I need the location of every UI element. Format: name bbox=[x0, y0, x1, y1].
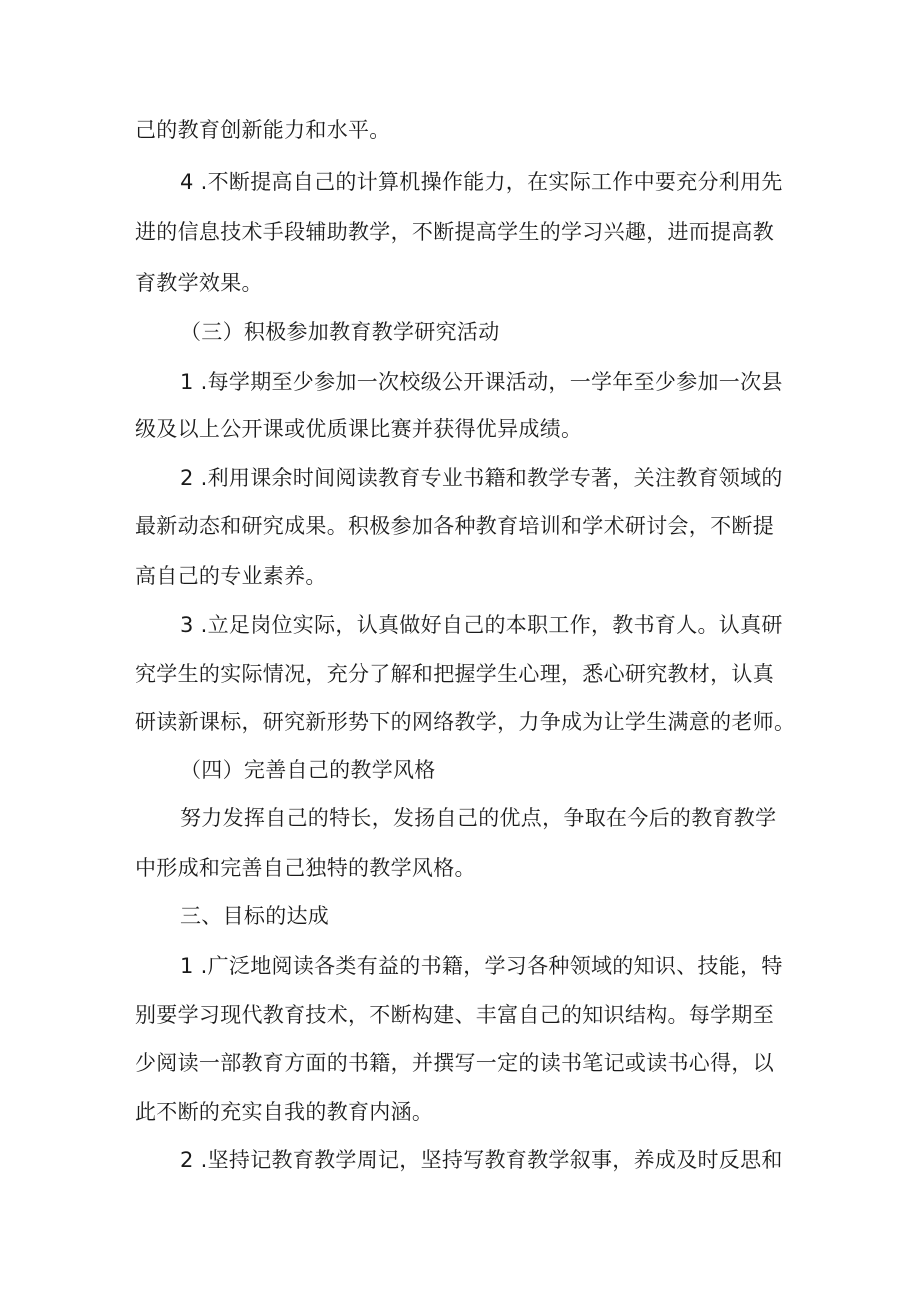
section-heading: 三、目标的达成 bbox=[180, 904, 330, 928]
text-line: 育教学效果。 bbox=[135, 271, 263, 295]
list-item-text: 2 .利用课余时间阅读教育专业书籍和教学专著，关注教育领域的 bbox=[180, 466, 783, 490]
list-item-text: 1 .每学期至少参加一次校级公开课活动，一学年至少参加一次县 bbox=[180, 370, 783, 394]
text-line: 中形成和完善自己独特的教学风格。 bbox=[135, 856, 476, 880]
list-item-text: 4 .不断提高自己的计算机操作能力，在实际工作中要充分利用先 bbox=[180, 170, 783, 194]
text-line: 己的教育创新能力和水平。 bbox=[135, 118, 391, 142]
text-line: 进的信息技术手段辅助教学，不断提高学生的学习兴趣，进而提高教 bbox=[135, 220, 774, 244]
section-heading: （四）完善自己的教学风格 bbox=[180, 758, 436, 782]
text-line: 高自己的专业素养。 bbox=[135, 564, 327, 588]
text-line: 别要学习现代教育技术，不断构建、丰富自己的知识结构。每学期至 bbox=[135, 1003, 774, 1027]
list-item-text: 3 .立足岗位实际，认真做好自己的本职工作，教书育人。认真研 bbox=[180, 613, 783, 637]
text-line: 最新动态和研究成果。积极参加各种教育培训和学术研讨会，不断提 bbox=[135, 514, 774, 538]
section-heading: （三）积极参加教育教学研究活动 bbox=[180, 320, 500, 344]
list-item-text: 2 .坚持记教育教学周记，坚持写教育教学叙事，养成及时反思和 bbox=[180, 1148, 783, 1172]
text-line: 少阅读一部教育方面的书籍，并撰写一定的读书笔记或读书心得，以 bbox=[135, 1051, 774, 1075]
text-line: 究学生的实际情况，充分了解和把握学生心理，悉心研究教材，认真 bbox=[135, 662, 774, 686]
text-line: 此不断的充实自我的教育内涵。 bbox=[135, 1100, 434, 1124]
list-item-text: 1 .广泛地阅读各类有益的书籍，学习各种领域的知识、技能，特 bbox=[180, 954, 783, 978]
text-line: 研读新课标，研究新形势下的网络教学，力争成为让学生满意的老师。 bbox=[135, 710, 796, 734]
paragraph-text: 努力发挥自己的特长，发扬自己的优点，争取在今后的教育教学 bbox=[180, 806, 777, 830]
text-line: 级及以上公开课或优质课比赛并获得优异成绩。 bbox=[135, 417, 583, 441]
